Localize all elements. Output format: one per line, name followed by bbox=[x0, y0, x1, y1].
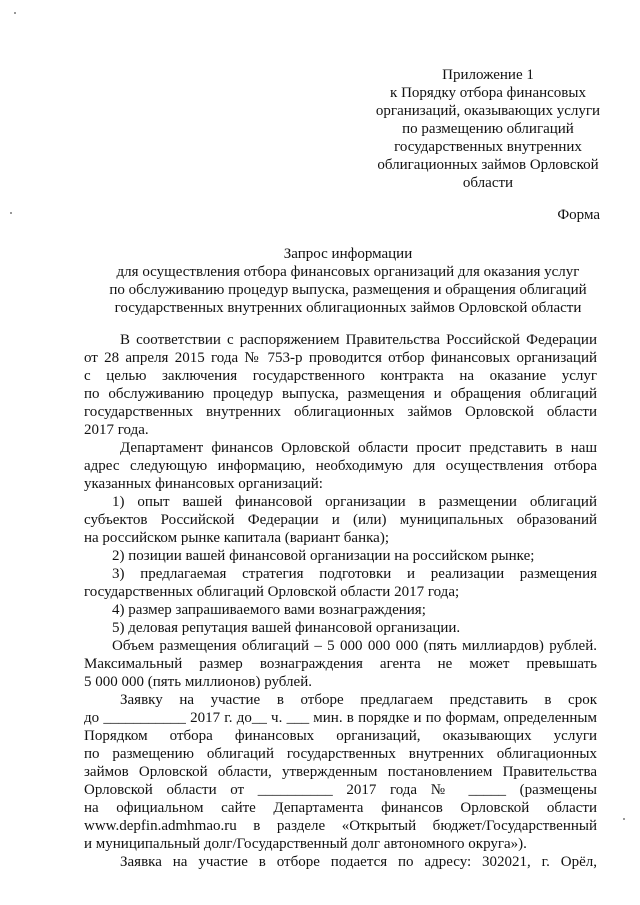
body-line: до ___________ 2017 г. до__ ч. ___ мин. в порядке и по формам, определенным bbox=[84, 710, 597, 726]
body-line: субъектов Российской Федерации и (или) муниципальных образований bbox=[84, 512, 597, 528]
title-line: по обслуживанию процедур выпуска, размещения и обращения облигаций bbox=[109, 282, 587, 298]
body-line: на официальном сайте Департамента финансов Орловской области bbox=[84, 800, 597, 816]
list-item: 5) деловая репутация вашей финансовой организации. bbox=[112, 620, 461, 636]
body-line: по обслуживанию процедур выпуска, размещения и обращения облигаций bbox=[84, 386, 597, 402]
body-line: 2017 года. bbox=[84, 422, 149, 438]
appendix-line: государственных внутренних bbox=[394, 139, 582, 155]
scan-speck bbox=[14, 12, 16, 14]
body-line: государственных облигаций Орловской области 2017 года; bbox=[84, 584, 460, 600]
body-line: от 28 апреля 2015 года № 753-р проводится отбор финансовых организаций bbox=[84, 350, 597, 366]
title-line: для осуществления отбора финансовых организаций для оказания услуг bbox=[116, 264, 580, 280]
appendix-line: облигационных займов Орловской bbox=[377, 157, 599, 173]
body-line: Максимальный размер вознаграждения агента не может превышать bbox=[84, 656, 597, 672]
title-line: государственных внутренних облигационных займов Орловской области bbox=[114, 300, 582, 316]
body-line: В соответствии с распоряжением Правительства Российской Федерации bbox=[120, 332, 597, 348]
body-line: www.depfin.admhmao.ru в разделе «Открытый бюджет/Государственный bbox=[84, 818, 597, 834]
document-body bbox=[84, 331, 597, 871]
appendix-line: по размещению облигаций bbox=[402, 121, 574, 137]
appendix-line: к Порядку отбора финансовых bbox=[390, 85, 586, 101]
scan-speck bbox=[10, 212, 12, 214]
body-line: Заявка на участие в отборе подается по адресу: 302021, г. Орёл, bbox=[120, 854, 597, 870]
scan-speck bbox=[623, 818, 625, 820]
appendix-line: Приложение 1 bbox=[442, 67, 534, 83]
appendix-line: организаций, оказывающих услуги bbox=[375, 103, 601, 119]
body-line: Заявку на участие в отборе предлагаем представить в срок bbox=[120, 692, 597, 708]
body-line: с целью заключения государственного контракта на оказание услуг bbox=[84, 368, 597, 384]
document-title bbox=[78, 245, 618, 317]
list-item: 1) опыт вашей финансовой организации в размещении облигаций bbox=[112, 494, 597, 510]
list-item: 3) предлагаемая стратегия подготовки и реализации размещения bbox=[112, 566, 597, 582]
body-line: Департамент финансов Орловской области просит представить в наш bbox=[120, 440, 597, 456]
body-line: государственных внутренних облигационных займов Орловской области bbox=[84, 404, 597, 420]
body-line: по размещению облигаций государственных внутренних облигационных bbox=[84, 746, 597, 762]
body-line: Порядком отбора финансовых организаций, оказывающих услуги bbox=[84, 728, 597, 744]
title-line: Запрос информации bbox=[283, 246, 413, 262]
body-line: Орловской области от __________ 2017 года № _____ (размещены bbox=[84, 782, 597, 798]
body-line: Объем размещения облигаций – 5 000 000 000 (пять миллиардов) рублей. bbox=[112, 638, 597, 654]
appendix-header bbox=[365, 66, 611, 192]
list-item: 2) позиции вашей финансовой организации на российском рынке; bbox=[112, 548, 535, 564]
list-item: 4) размер запрашиваемого вами вознаграждения; bbox=[112, 602, 426, 618]
body-line: и муниципальный долг/Государственный долг автономного округа»). bbox=[84, 836, 527, 852]
body-line: 5 000 000 (пять миллионов) рублей. bbox=[84, 674, 312, 690]
form-label: Форма bbox=[557, 207, 600, 223]
body-line: указанных финансовых организаций: bbox=[84, 476, 323, 492]
body-line: займов Орловской области, утвержденным постановлением Правительства bbox=[84, 764, 597, 780]
body-line: адрес следующую информацию, необходимую для осуществления отбора bbox=[84, 458, 597, 474]
body-line: на российском рынке капитала (вариант банка); bbox=[84, 530, 389, 546]
appendix-line: области bbox=[462, 175, 514, 191]
